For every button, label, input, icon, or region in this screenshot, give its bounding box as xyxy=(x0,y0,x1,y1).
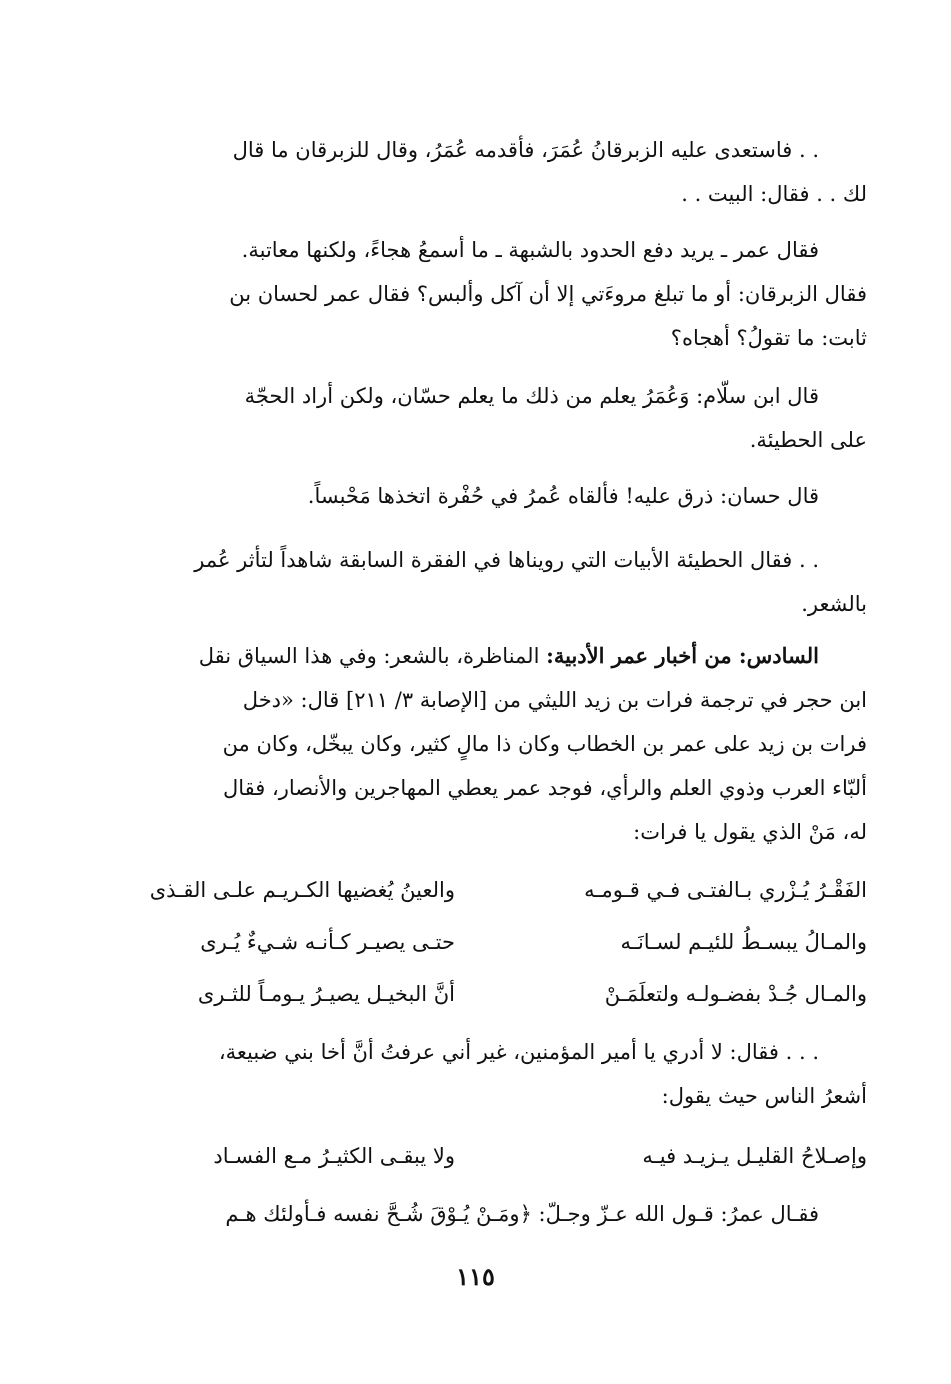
verse-first-hemistich: الفَقْـرُ يُـزْري بـالفتـى فـي قـومـه xyxy=(584,878,867,902)
verse-first-hemistich: والمـال جُـدْ بفضـولـه ولتعلَمَـنْ xyxy=(604,982,867,1006)
text-line: ألبّاء العرب وذوي العلم والرأي، فوجد عمر يعطي المهاجرين والأنصار، فقال xyxy=(222,776,867,800)
text-line: لك . . فقال: البيت . . xyxy=(681,182,867,206)
verse-first-hemistich: والمـالُ يبسـطُ للئيـم لسـانَـه xyxy=(620,930,867,954)
paragraph-5 xyxy=(62,538,867,626)
text-line: له، مَنْ الذي يقول يا فرات: xyxy=(633,820,867,844)
verse-second-hemistich: والعينُ يُغضيها الكـريـم علـى القـذى xyxy=(149,878,455,902)
verse-line xyxy=(110,974,867,1014)
paragraph-1 xyxy=(62,128,867,216)
paragraph-6 xyxy=(62,634,867,854)
verse-line xyxy=(110,870,867,910)
text-line: . . فقال الحطيئة الأبيات التي رويناها في الفقرة السابقة شاهداً لتأثر عُمر xyxy=(194,548,819,572)
paragraph-8 xyxy=(62,1192,867,1236)
text-line: على الحطيئة. xyxy=(749,428,867,452)
verse-second-hemistich: حتـى يصيـر كـأنـه شـيءٌ يُـرى xyxy=(200,930,455,954)
text-line: فقال الزبرقان: أو ما تبلغ مروءَتي إلا أن آكل وألبس؟ فقال عمر لحسان بن xyxy=(229,282,867,306)
text-line: فقال عمر ـ يريد دفع الحدود بالشبهة ـ ما أسمعُ هجاءً، ولكنها معاتبة. xyxy=(241,238,819,262)
text-line: فرات بن زيد على عمر بن الخطاب وكان ذا مالٍ كثير، وكان يبخّل، وكان من xyxy=(222,732,867,756)
text-line: بالشعر. xyxy=(801,592,867,616)
verse-first-hemistich: وإصـلاحُ القليـل يـزيـد فيـه xyxy=(642,1144,867,1168)
verse-line xyxy=(110,922,867,962)
verse-second-hemistich: أنَّ البخيـل يصيـرُ يـومـاً للثـرى xyxy=(197,982,455,1006)
text-line: السادس: من أخبار عمر الأدبية: المناظرة، بالشعر: وفي هذا السياق نقل xyxy=(198,643,819,668)
text-line: . . . فقال: لا أدري يا أمير المؤمنين، غير أني عرفتُ أنَّ أخا بني ضبيعة، xyxy=(218,1040,819,1064)
page-number: ١١٥ xyxy=(456,1262,495,1291)
paragraph-2 xyxy=(62,228,867,360)
text-line: أشعرُ الناس حيث يقول: xyxy=(661,1084,867,1108)
text-line: فقـال عمرُ: قـول الله عـزّ وجـلّ: ﴿ومَـنْ يُـوْقَ شُـحَّ نفسه فـأولئك هـم xyxy=(225,1202,819,1226)
text-line: ثابت: ما تقولُ؟ أهجاه؟ xyxy=(670,326,867,350)
section-heading: السادس: من أخبار عمر الأدبية: xyxy=(546,643,819,668)
paragraph-3 xyxy=(62,374,867,462)
text-line: ابن حجر في ترجمة فرات بن زيد الليثي من [الإصابة ٣/ ٢١١] قال: «دخل xyxy=(242,688,867,712)
verse-line xyxy=(110,1136,867,1176)
text-line: . . فاستعدى عليه الزبرقانُ عُمَرَ، فأقدمه عُمَرُ، وقال للزبرقان ما قال xyxy=(232,138,819,162)
paragraph-4 xyxy=(62,474,867,518)
text-line: قال حسان: ذرق عليه! فألقاه عُمرُ في حُفْرة اتخذها مَحْبساً. xyxy=(307,484,819,508)
paragraph-7 xyxy=(62,1030,867,1118)
verse-second-hemistich: ولا يبقـى الكثيـرُ مـع الفسـاد xyxy=(213,1144,455,1168)
text-line: قال ابن سلّام: وَعُمَرُ يعلم من ذلك ما يعلم حسّان، ولكن أراد الحجّة xyxy=(244,384,819,408)
